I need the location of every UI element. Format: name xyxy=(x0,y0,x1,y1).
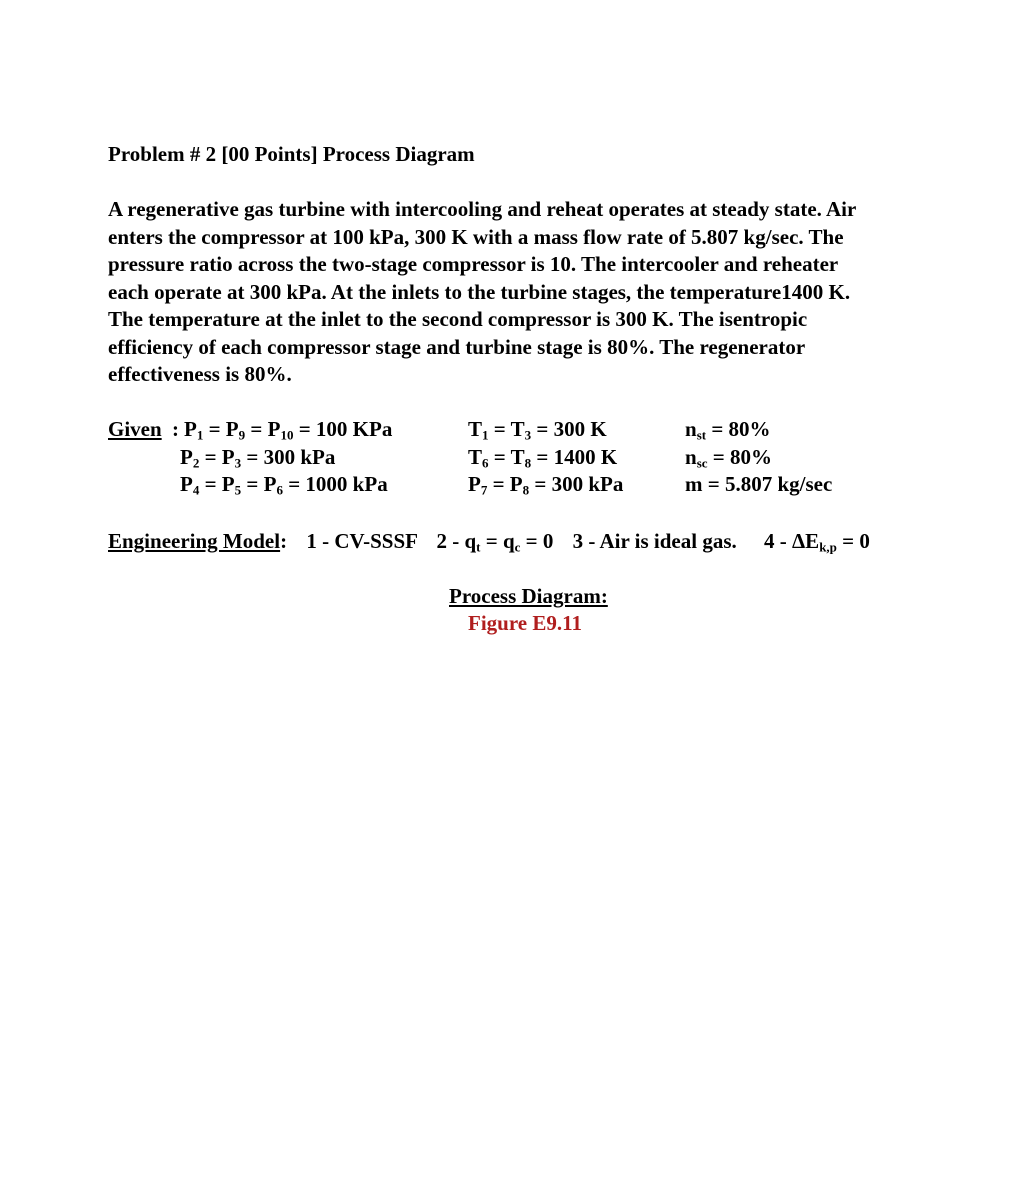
temperature-relation-1: $T_1 = T_3 = 300$ K xyxy=(468,417,607,443)
model-item-2: $2 - q_t = q_c = 0$ xyxy=(436,529,554,555)
statement-line: effectiveness is 80%. xyxy=(108,362,292,386)
pressure-relation-2: $P_2 = P_3 = 300$ kPa xyxy=(180,444,336,471)
statement-line: enters the compressor at 100 kPa, 300 K with a mass flow rate of 5.807 kg/sec. The xyxy=(108,224,844,249)
engineering-model-label: Engineering Model xyxy=(108,529,281,553)
problem-title: Problem # 2 [00 Points] Process Diagram xyxy=(108,142,475,166)
given-label: Given xyxy=(108,417,162,441)
statement-line: efficiency of each compressor stage and turbine stage is 80%. The regenerator xyxy=(108,334,806,359)
model-item-3: 3 - Air is ideal gas. xyxy=(572,529,737,553)
statement-line: pressure ratio across the two-stage compressor is 10. The intercooler and reheater xyxy=(108,252,839,276)
figure-reference[interactable]: Figure E9.11 xyxy=(468,611,582,635)
engineering-model-colon: : xyxy=(280,529,288,553)
statement-line: each operate at 300 kPa. At the inlets to the turbine stages, the temperature1400 K. xyxy=(108,279,851,304)
pressure-relation-4: $P_7 = P_8 = 300$ kPa xyxy=(468,472,624,498)
problem-statement xyxy=(108,196,978,389)
process-diagram-heading: Process Diagram: xyxy=(449,584,608,608)
mass-flow-rate: m = 5.807 kg/sec xyxy=(685,472,833,496)
model-item-4: $4 - \Delta E_{k,p} = 0$ xyxy=(764,529,870,555)
statement-line: A regenerative gas turbine with intercooling and reheat operates at steady state. Air xyxy=(108,197,857,221)
turbine-efficiency: $n_{st} = 80\%$ xyxy=(685,417,771,443)
pressure-relation-1: $P_1 = P_9 = P_{10} = 100$ KPa xyxy=(184,417,393,443)
temperature-relation-2: $T_6 = T_8 = 1400$ K xyxy=(468,444,618,471)
given-colon: : xyxy=(172,417,179,441)
model-item-1: 1 - CV-SSSF xyxy=(306,529,418,553)
statement-line: The temperature at the inlet to the second compressor is 300 K. The isentropic xyxy=(108,307,808,331)
pressure-relation-3: $P_4 = P_5 = P_6 = 1000$ kPa xyxy=(180,472,388,498)
engineering-model xyxy=(108,527,870,555)
compressor-efficiency: $n_{sc} = 80\%$ xyxy=(685,444,772,471)
